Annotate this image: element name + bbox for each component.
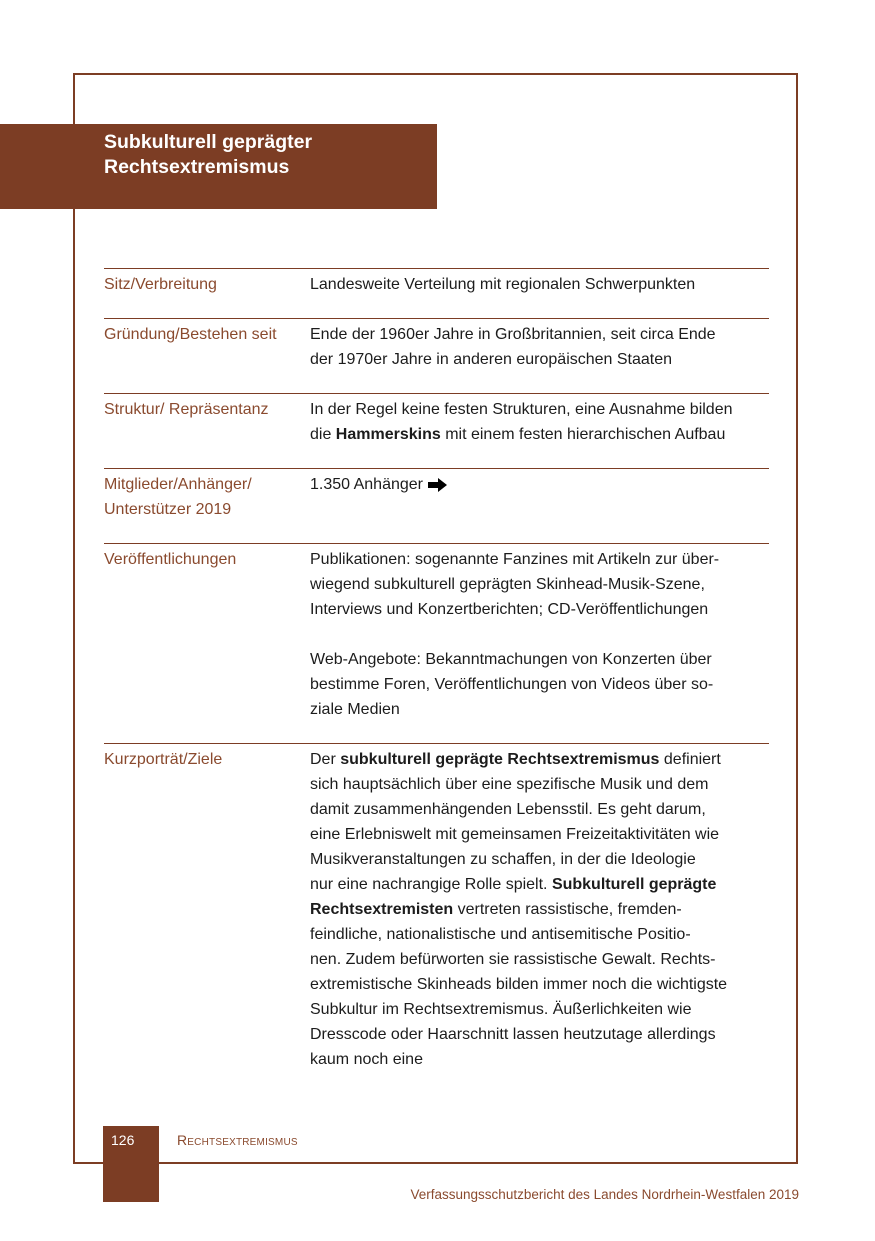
row-value-line: bestimme Foren, Veröffentlichungen von Videos über so- <box>310 676 714 693</box>
row-value-line: kaum noch eine <box>310 1051 423 1068</box>
row-value-line: der 1970er Jahre in anderen europäischen Staaten <box>310 351 673 368</box>
row-label-line: Sitz/Verbreitung <box>104 276 217 293</box>
row-value-line <box>310 897 769 922</box>
row-label <box>104 469 310 543</box>
row-value-line <box>310 472 769 497</box>
row-label <box>104 544 310 743</box>
text-segment: mit einem festen hierarchischen Aufbau <box>440 426 726 443</box>
text-segment: definiert <box>659 751 721 768</box>
row-value-line: Web-Angebote: Bekanntmachungen von Konzerten über <box>310 651 712 668</box>
text-segment: nur eine nachrangige Rolle spielt. <box>310 876 552 893</box>
row-label <box>104 319 310 393</box>
row-value-line: Ende der 1960er Jahre in Großbritannien, seit circa Ende <box>310 326 716 343</box>
bold-term-hammerskins: Hammerskins <box>335 426 441 443</box>
row-label-line: Mitglieder/Anhänger/ <box>104 476 252 493</box>
row-value-line: feindliche, nationalistische und antisemitische Positio- <box>310 926 691 943</box>
row-value-line: Landesweite Verteilung mit regionalen Schwerpunkten <box>310 276 696 293</box>
row-value-line <box>310 422 769 447</box>
bold-term: subkulturell geprägte Rechtsextremismus <box>340 751 660 768</box>
text-segment: vertreten rassistische, fremden- <box>453 901 682 918</box>
row-value-line: Publikationen: sogenannte Fanzines mit Artikeln zur über- <box>310 551 720 568</box>
member-count: 1.350 Anhänger <box>310 476 423 493</box>
row-label <box>104 394 310 468</box>
text-segment: Der <box>310 751 341 768</box>
bold-term: Rechtsextremisten <box>310 901 454 918</box>
row-value <box>310 394 769 468</box>
row-value-line <box>310 747 769 772</box>
row-label-line: Struktur/ Repräsentanz <box>104 401 269 418</box>
row-value-line: extremistische Skinheads bilden immer noch die wichtigste <box>310 976 728 993</box>
arrow-right-icon <box>428 478 447 492</box>
section-title-line-1: Subkulturell geprägter <box>104 131 313 153</box>
row-label <box>104 744 310 1072</box>
table-row-gruendung <box>104 318 769 393</box>
row-value <box>310 544 769 743</box>
table-row-mitglieder <box>104 468 769 543</box>
paragraph-gap <box>310 622 769 647</box>
row-value-line: Musikveranstaltungen zu schaffen, in der die Ideologie <box>310 851 696 868</box>
row-value-line: eine Erlebniswelt mit gemeinsamen Freizeitaktivitäten wie <box>310 826 720 843</box>
table-row-sitz <box>104 268 769 318</box>
row-label <box>104 269 310 318</box>
row-label-line: Unterstützer 2019 <box>104 501 232 518</box>
row-value-line: damit zusammenhängenden Lebensstil. Es geht darum, <box>310 801 706 818</box>
row-value <box>310 269 769 318</box>
footer-text: Verfassungsschutzbericht des Landes Nordrhein-Westfalen 2019 <box>410 1187 799 1202</box>
row-value-line: ziale Medien <box>310 701 400 718</box>
info-table <box>104 268 769 1072</box>
page-number: 126 <box>111 1132 135 1148</box>
row-value-line <box>310 872 769 897</box>
table-row-struktur <box>104 393 769 468</box>
row-value-line: wiegend subkulturell geprägten Skinhead-Musik-Szene, <box>310 576 705 593</box>
table-row-veroeffentlichungen <box>104 543 769 743</box>
row-value-line: sich hauptsächlich über eine spezifische Musik und dem <box>310 776 709 793</box>
running-section-title: Rechtsextremismus <box>177 1132 298 1148</box>
row-value <box>310 469 769 543</box>
row-value-line: Subkultur im Rechtsextremismus. Äußerlichkeiten wie <box>310 1001 692 1018</box>
row-value-line: Interviews und Konzertberichten; CD-Veröffentlichungen <box>310 601 709 618</box>
table-row-kurzportraet <box>104 743 769 1072</box>
row-value-line: nen. Zudem befürworten sie rassistische Gewalt. Rechts- <box>310 951 716 968</box>
section-title-line-2: Rechtsextremismus <box>104 156 290 178</box>
row-label-line: Kurzporträt/Ziele <box>104 751 223 768</box>
text-segment: die <box>310 426 336 443</box>
bold-term: Subkulturell geprägte <box>551 876 717 893</box>
row-label-line: Gründung/Bestehen seit <box>104 326 277 343</box>
row-value <box>310 319 769 393</box>
row-value <box>310 744 769 1072</box>
row-label-line: Veröffentlichungen <box>104 551 237 568</box>
section-title-band <box>0 124 437 209</box>
row-value-line: Dresscode oder Haarschnitt lassen heutzutage allerdings <box>310 1026 716 1043</box>
row-value-line: In der Regel keine festen Strukturen, eine Ausnahme bilden <box>310 401 733 418</box>
